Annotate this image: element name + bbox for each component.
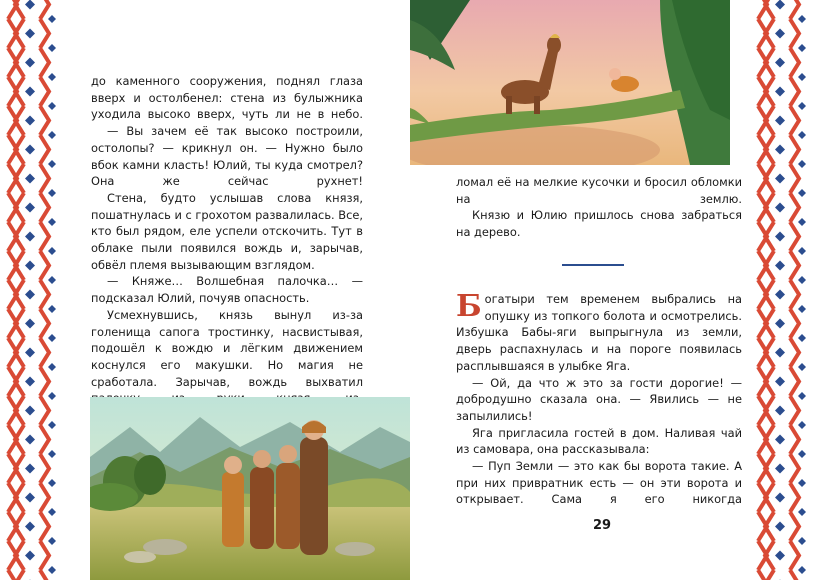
ornament-diamond xyxy=(48,15,56,23)
ornament-diamond xyxy=(798,189,806,197)
ornament-stroke xyxy=(15,367,24,396)
ornament-stroke xyxy=(765,309,774,338)
ornament-stroke xyxy=(790,280,799,309)
ornament-stroke xyxy=(40,0,49,19)
ornament-stroke xyxy=(790,338,799,367)
ornament-stroke xyxy=(15,541,24,570)
ornament-stroke xyxy=(15,570,24,580)
ornament-diamond xyxy=(48,276,56,284)
paragraph: до каменного сооружения, поднял глаза вверх и остолбенел: стена из булыжника уходила высоко вверх, чуть ли не в небо. xyxy=(91,74,363,122)
left-page xyxy=(75,0,420,580)
ornament-diamond xyxy=(798,392,806,400)
ornament-diamond xyxy=(25,319,35,329)
ornament-stroke xyxy=(790,19,799,48)
ornament-stroke xyxy=(40,541,49,570)
ornament-diamond xyxy=(48,508,56,516)
ornament-diamond xyxy=(25,348,35,358)
ornament-stroke xyxy=(40,425,49,454)
ornament-stroke xyxy=(790,0,799,19)
ornament-stroke xyxy=(790,367,799,396)
ornament-diamond xyxy=(798,363,806,371)
ornament-stroke xyxy=(765,454,774,483)
left-page-text xyxy=(91,73,363,407)
ornament-stroke xyxy=(765,0,774,19)
ornament-stroke xyxy=(15,396,24,425)
ornament-stroke xyxy=(765,193,774,222)
ornament-diamond xyxy=(775,319,785,329)
ornament-diamond xyxy=(798,334,806,342)
ornament-stroke xyxy=(765,251,774,280)
ornament-stroke xyxy=(790,135,799,164)
ornament-stroke xyxy=(15,164,24,193)
ornament-diamond xyxy=(48,131,56,139)
ornament-diamond xyxy=(25,29,35,39)
ornament-diamond xyxy=(25,464,35,474)
illustration-bogatyrs-in-valley xyxy=(90,397,410,580)
ornament-stroke xyxy=(790,396,799,425)
ornament-diamond xyxy=(48,479,56,487)
ornament-diamond xyxy=(25,493,35,503)
ornament-stroke xyxy=(765,164,774,193)
ornament-diamond xyxy=(775,551,785,561)
ornament-stroke xyxy=(15,338,24,367)
ornament-diamond xyxy=(48,73,56,81)
ornament-diamond xyxy=(48,102,56,110)
ornament-diamond xyxy=(48,537,56,545)
ornament-diamond xyxy=(775,406,785,416)
drop-cap: Б xyxy=(456,289,482,324)
ornament-stroke xyxy=(15,512,24,541)
ornament-stroke xyxy=(15,77,24,106)
ornament-diamond xyxy=(775,522,785,532)
ornament-diamond xyxy=(798,15,806,23)
paragraph: Стена, будто услышав слова князя, пошатнулась и с грохотом развалилась. Все, кто был рядом, еле успели отскочить. Тут в облаке пыли появился вождь и, зарычав, обвёл племя вызывающим взглядом. xyxy=(91,190,363,272)
ornament-stroke xyxy=(790,570,799,580)
ornament-border-right xyxy=(750,0,820,580)
right-page-text-top xyxy=(456,174,742,241)
ornament-stroke xyxy=(765,19,774,48)
ornament-diamond xyxy=(775,174,785,184)
ornament-diamond xyxy=(48,566,56,574)
ornament-diamond xyxy=(775,493,785,503)
ornament-diamond xyxy=(798,44,806,52)
paragraph: — Княже… Волшебная палочка… — подсказал Юлий, почуяв опасность. xyxy=(91,274,363,306)
ornament-stroke xyxy=(40,135,49,164)
paragraph: — Вы зачем её так высоко построили, остолопы? — крикнул он. — Нужно было вбок камни класть! Юлий, ты куда смотрел? Она же сейчас рухнет! xyxy=(91,124,363,189)
ornament-diamond xyxy=(25,232,35,242)
ornament-diamond xyxy=(25,203,35,213)
ornament-diamond xyxy=(775,29,785,39)
ornament-border-left xyxy=(0,0,70,580)
ornament-stroke xyxy=(765,570,774,580)
ornament-diamond xyxy=(775,0,785,10)
ornament-stroke xyxy=(40,367,49,396)
ornament-stroke xyxy=(765,222,774,251)
ornament-diamond xyxy=(775,348,785,358)
ornament-diamond xyxy=(25,87,35,97)
ornament-stroke xyxy=(765,135,774,164)
ornament-diamond xyxy=(798,276,806,284)
illustration-horse-on-branch xyxy=(410,0,730,165)
ornament-diamond xyxy=(25,522,35,532)
ornament-stroke xyxy=(765,512,774,541)
ornament-stroke xyxy=(790,48,799,77)
ornament-diamond xyxy=(25,435,35,445)
ornament-diamond xyxy=(25,290,35,300)
ornament-stroke xyxy=(790,512,799,541)
ornament-stroke xyxy=(765,338,774,367)
ornament-diamond xyxy=(48,189,56,197)
ornament-stroke xyxy=(790,106,799,135)
ornament-diamond xyxy=(775,58,785,68)
paragraph: — Ой, да что ж это за гости дорогие! — добродушно сказала она. — Явились — не запылились! xyxy=(456,375,742,423)
ornament-diamond xyxy=(775,261,785,271)
ornament-stroke xyxy=(40,309,49,338)
ornament-diamond xyxy=(775,464,785,474)
ornament-stroke xyxy=(40,280,49,309)
ornament-stroke xyxy=(15,135,24,164)
ornament-diamond xyxy=(798,102,806,110)
ornament-stroke xyxy=(40,483,49,512)
ornament-diamond xyxy=(775,145,785,155)
ornament-stroke xyxy=(15,483,24,512)
ornament-stroke xyxy=(40,251,49,280)
ornament-stroke xyxy=(758,570,767,580)
ornament-stroke xyxy=(40,164,49,193)
ornament-stroke xyxy=(40,512,49,541)
paragraph: Усмехнувшись, князь вынул из-за голенища сапога тростинку, насвистывая, подошёл к вождю и лёгким движением коснулся его макушки. Но магия не сработала. Зарычав, вождь выхватил xyxy=(91,307,363,389)
ornament-diamond xyxy=(25,377,35,387)
ornament-stroke xyxy=(15,280,24,309)
right-page-text-bottom xyxy=(456,291,742,508)
ornament-stroke xyxy=(40,454,49,483)
ornament-diamond xyxy=(775,87,785,97)
paragraph: ломал её на мелкие кусочки и бросил обломки на землю. xyxy=(456,175,742,206)
ornament-stroke xyxy=(790,541,799,570)
paragraph: Князю и Юлию пришлось снова забраться на дерево. xyxy=(456,208,742,240)
ornament-diamond xyxy=(775,290,785,300)
paragraph: Яга пригласила гостей в дом. Наливая чай из самовара, она рассказывала: xyxy=(456,425,742,457)
ornament-stroke xyxy=(40,48,49,77)
ornament-diamond xyxy=(775,232,785,242)
ornament-stroke xyxy=(15,106,24,135)
ornament-stroke xyxy=(765,541,774,570)
ornament-stroke xyxy=(40,106,49,135)
ornament-stroke xyxy=(765,77,774,106)
ornament-stroke xyxy=(790,251,799,280)
ornament-stroke xyxy=(765,280,774,309)
ornament-pattern xyxy=(750,0,820,580)
ornament-stroke xyxy=(765,48,774,77)
ornament-diamond xyxy=(798,450,806,458)
ornament-stroke xyxy=(790,193,799,222)
ornament-diamond xyxy=(48,421,56,429)
ornament-diamond xyxy=(798,566,806,574)
ornament-diamond xyxy=(25,406,35,416)
ornament-stroke xyxy=(40,77,49,106)
ornament-diamond xyxy=(798,73,806,81)
ornament-stroke xyxy=(40,193,49,222)
ornament-stroke xyxy=(40,570,49,580)
ornament-stroke xyxy=(765,483,774,512)
paragraph: — Пуп Земли — это как бы ворота такие. А при них привратник есть — он эти ворота и открывает. Сама я его никогда xyxy=(456,459,742,507)
ornament-diamond xyxy=(25,551,35,561)
ornament-diamond xyxy=(25,145,35,155)
ornament-diamond xyxy=(48,218,56,226)
ornament-stroke xyxy=(15,48,24,77)
ornament-stroke xyxy=(15,454,24,483)
ornament-stroke xyxy=(15,19,24,48)
page-number: 29 xyxy=(592,518,612,533)
ornament-diamond xyxy=(798,131,806,139)
right-page xyxy=(410,0,750,580)
ornament-diamond xyxy=(798,421,806,429)
ornament-pattern xyxy=(0,0,70,580)
ornament-diamond xyxy=(798,508,806,516)
ornament-stroke xyxy=(8,570,17,580)
ornament-diamond xyxy=(775,435,785,445)
ornament-diamond xyxy=(25,174,35,184)
ornament-diamond xyxy=(25,261,35,271)
ornament-diamond xyxy=(48,305,56,313)
ornament-stroke xyxy=(765,367,774,396)
ornament-stroke xyxy=(790,77,799,106)
ornament-stroke xyxy=(15,309,24,338)
ornament-stroke xyxy=(40,396,49,425)
ornament-diamond xyxy=(25,116,35,126)
ornament-diamond xyxy=(48,334,56,342)
ornament-diamond xyxy=(48,247,56,255)
section-divider xyxy=(562,264,624,266)
ornament-diamond xyxy=(798,479,806,487)
ornament-stroke xyxy=(15,193,24,222)
ornament-stroke xyxy=(790,309,799,338)
ornament-diamond xyxy=(48,450,56,458)
ornament-diamond xyxy=(48,392,56,400)
ornament-diamond xyxy=(25,58,35,68)
paragraph-text: огатыри тем временем выбрались на опушку из топкого болота и осмотрелись. Избушка Бабы-яги выпрыгнула из земли, дверь распахнулась и на пороге появилась расплывшаяся в улыбке Яга. xyxy=(456,292,742,373)
ornament-stroke xyxy=(790,454,799,483)
ornament-stroke xyxy=(15,251,24,280)
ornament-diamond xyxy=(775,377,785,387)
ornament-diamond xyxy=(798,247,806,255)
ornament-diamond xyxy=(25,0,35,10)
ornament-stroke xyxy=(790,425,799,454)
ornament-diamond xyxy=(798,305,806,313)
ornament-stroke xyxy=(790,222,799,251)
ornament-stroke xyxy=(15,0,24,19)
ornament-stroke xyxy=(40,338,49,367)
ornament-stroke xyxy=(40,222,49,251)
ornament-diamond xyxy=(775,203,785,213)
ornament-stroke xyxy=(15,222,24,251)
ornament-stroke xyxy=(40,19,49,48)
ornament-diamond xyxy=(775,116,785,126)
ornament-stroke xyxy=(765,425,774,454)
ornament-diamond xyxy=(798,218,806,226)
ornament-diamond xyxy=(798,160,806,168)
ornament-stroke xyxy=(765,396,774,425)
paragraph xyxy=(456,291,742,375)
ornament-diamond xyxy=(48,160,56,168)
ornament-stroke xyxy=(790,483,799,512)
ornament-stroke xyxy=(765,106,774,135)
ornament-diamond xyxy=(48,44,56,52)
ornament-stroke xyxy=(15,425,24,454)
ornament-stroke xyxy=(790,164,799,193)
ornament-diamond xyxy=(48,363,56,371)
ornament-diamond xyxy=(798,537,806,545)
